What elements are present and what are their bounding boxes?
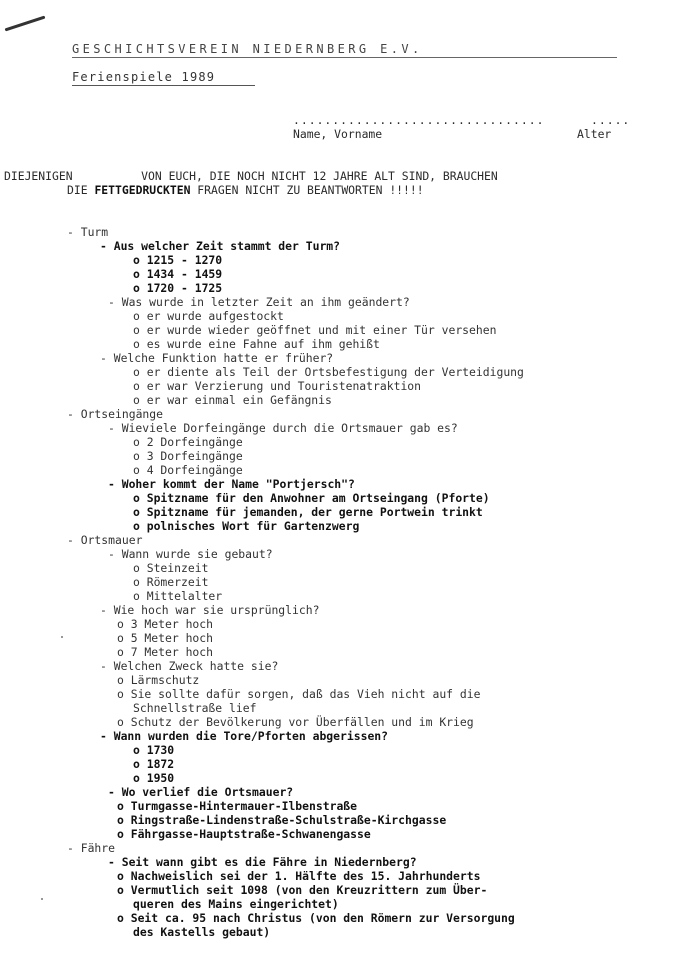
quiz-line: o er war einmal ein Gefängnis [133, 393, 332, 407]
quiz-line: o Spitzname für den Anwohner am Ortseingang (Pforte) [133, 491, 490, 505]
quiz-line: o es wurde eine Fahne auf ihm gehißt [133, 337, 380, 351]
quiz-line: - Wieviele Dorfeingänge durch die Ortsmauer gab es? [108, 421, 458, 435]
subtitle-underline [72, 85, 255, 86]
quiz-line: Schnellstraße lief [133, 701, 257, 715]
quiz-line: o Seit ca. 95 nach Christus (von den Römern zur Versorgung [117, 911, 515, 925]
document-subtitle: Ferienspiele 1989 [72, 70, 216, 84]
quiz-line: - Welche Funktion hatte er früher? [100, 351, 334, 365]
quiz-line: - Turm [67, 225, 109, 239]
quiz-line: o Römerzeit [133, 575, 209, 589]
quiz-line: o 1950 [133, 771, 175, 785]
quiz-line: - Seit wann gibt es die Fähre in Niedernberg? [108, 855, 417, 869]
quiz-line: o Schutz der Bevölkerung vor Überfällen und im Krieg [117, 715, 474, 729]
quiz-line: - Wann wurden die Tore/Pforten abgerissen? [100, 729, 389, 743]
quiz-line: - Woher kommt der Name "Portjersch"? [108, 477, 355, 491]
quiz-line: o polnisches Wort für Gartenzwerg [133, 519, 360, 533]
quiz-line: o Lärmschutz [117, 673, 200, 687]
quiz-line: o 2 Dorfeingänge [133, 435, 243, 449]
intro-line-2 [67, 183, 424, 197]
quiz-line: o 5 Meter hoch [117, 631, 214, 645]
quiz-line: o 1215 - 1270 [133, 253, 223, 267]
intro-line-2-start: DIE [67, 183, 95, 197]
quiz-line: o 1872 [133, 757, 175, 771]
intro-bold-word: FETTGEDRUCKTEN [94, 183, 191, 197]
quiz-line: o er war Verzierung und Touristenatraktion [133, 379, 422, 393]
quiz-line: o 1720 - 1725 [133, 281, 223, 295]
paper-speck [61, 636, 63, 638]
quiz-line: - Ortseingänge [67, 407, 164, 421]
pen-mark [5, 16, 46, 32]
quiz-line: o Vermutlich seit 1098 (von den Kreuzrittern zum Über- [117, 883, 488, 897]
quiz-line: o Ringstraße-Lindenstraße-Schulstraße-Kirchgasse [117, 813, 447, 827]
quiz-line: - Welchen Zweck hatte sie? [100, 659, 279, 673]
age-label: Alter [577, 127, 612, 141]
paper-speck [41, 898, 43, 900]
intro-line-2-end: FRAGEN NICHT ZU BEANTWORTEN !!!!! [190, 183, 424, 197]
quiz-line: o Nachweislich sei der 1. Hälfte des 15. Jahrhunderts [117, 869, 481, 883]
quiz-line: o 1434 - 1459 [133, 267, 223, 281]
age-blank-line: ..... [591, 113, 631, 127]
quiz-line: - Wo verlief die Ortsmauer? [108, 785, 294, 799]
quiz-line: o 3 Meter hoch [117, 617, 214, 631]
quiz-line: des Kastells gebaut) [133, 925, 271, 939]
quiz-line: - Fähre [67, 841, 116, 855]
quiz-line: - Aus welcher Zeit stammt der Turm? [100, 239, 341, 253]
quiz-line: o Fährgasse-Hauptstraße-Schwanengasse [117, 827, 371, 841]
quiz-line: o 4 Dorfeingänge [133, 463, 243, 477]
quiz-line: - Wann wurde sie gebaut? [108, 547, 273, 561]
intro-line-1: DIEJENIGEN VON EUCH, DIE NOCH NICHT 12 JAHRE ALT SIND, BRAUCHEN [4, 169, 498, 183]
quiz-line: o 3 Dorfeingänge [133, 449, 243, 463]
quiz-line: o Steinzeit [133, 561, 209, 575]
quiz-line: o Sie sollte dafür sorgen, daß das Vieh nicht auf die [117, 687, 481, 701]
name-blank-line: ................................ [293, 113, 545, 127]
quiz-line: o Spitzname für jemanden, der gerne Portwein trinkt [133, 505, 483, 519]
quiz-line: o Turmgasse-Hintermauer-Ilbenstraße [117, 799, 358, 813]
quiz-line: o er wurde aufgestockt [133, 309, 284, 323]
quiz-line: - Wie hoch war sie ursprünglich? [100, 603, 320, 617]
quiz-line: o er diente als Teil der Ortsbefestigung der Verteidigung [133, 365, 524, 379]
quiz-line: o er wurde wieder geöffnet und mit einer Tür versehen [133, 323, 497, 337]
quiz-line: - Ortsmauer [67, 533, 143, 547]
header-underline [72, 57, 617, 58]
name-label: Name, Vorname [293, 127, 383, 141]
quiz-line: o 7 Meter hoch [117, 645, 214, 659]
quiz-line: queren des Mains eingerichtet) [133, 897, 339, 911]
document-header: GESCHICHTSVEREIN NIEDERNBERG E.V. [72, 42, 423, 56]
quiz-line: - Was wurde in letzter Zeit an ihm geändert? [108, 295, 410, 309]
quiz-line: o 1730 [133, 743, 175, 757]
quiz-line: o Mittelalter [133, 589, 223, 603]
